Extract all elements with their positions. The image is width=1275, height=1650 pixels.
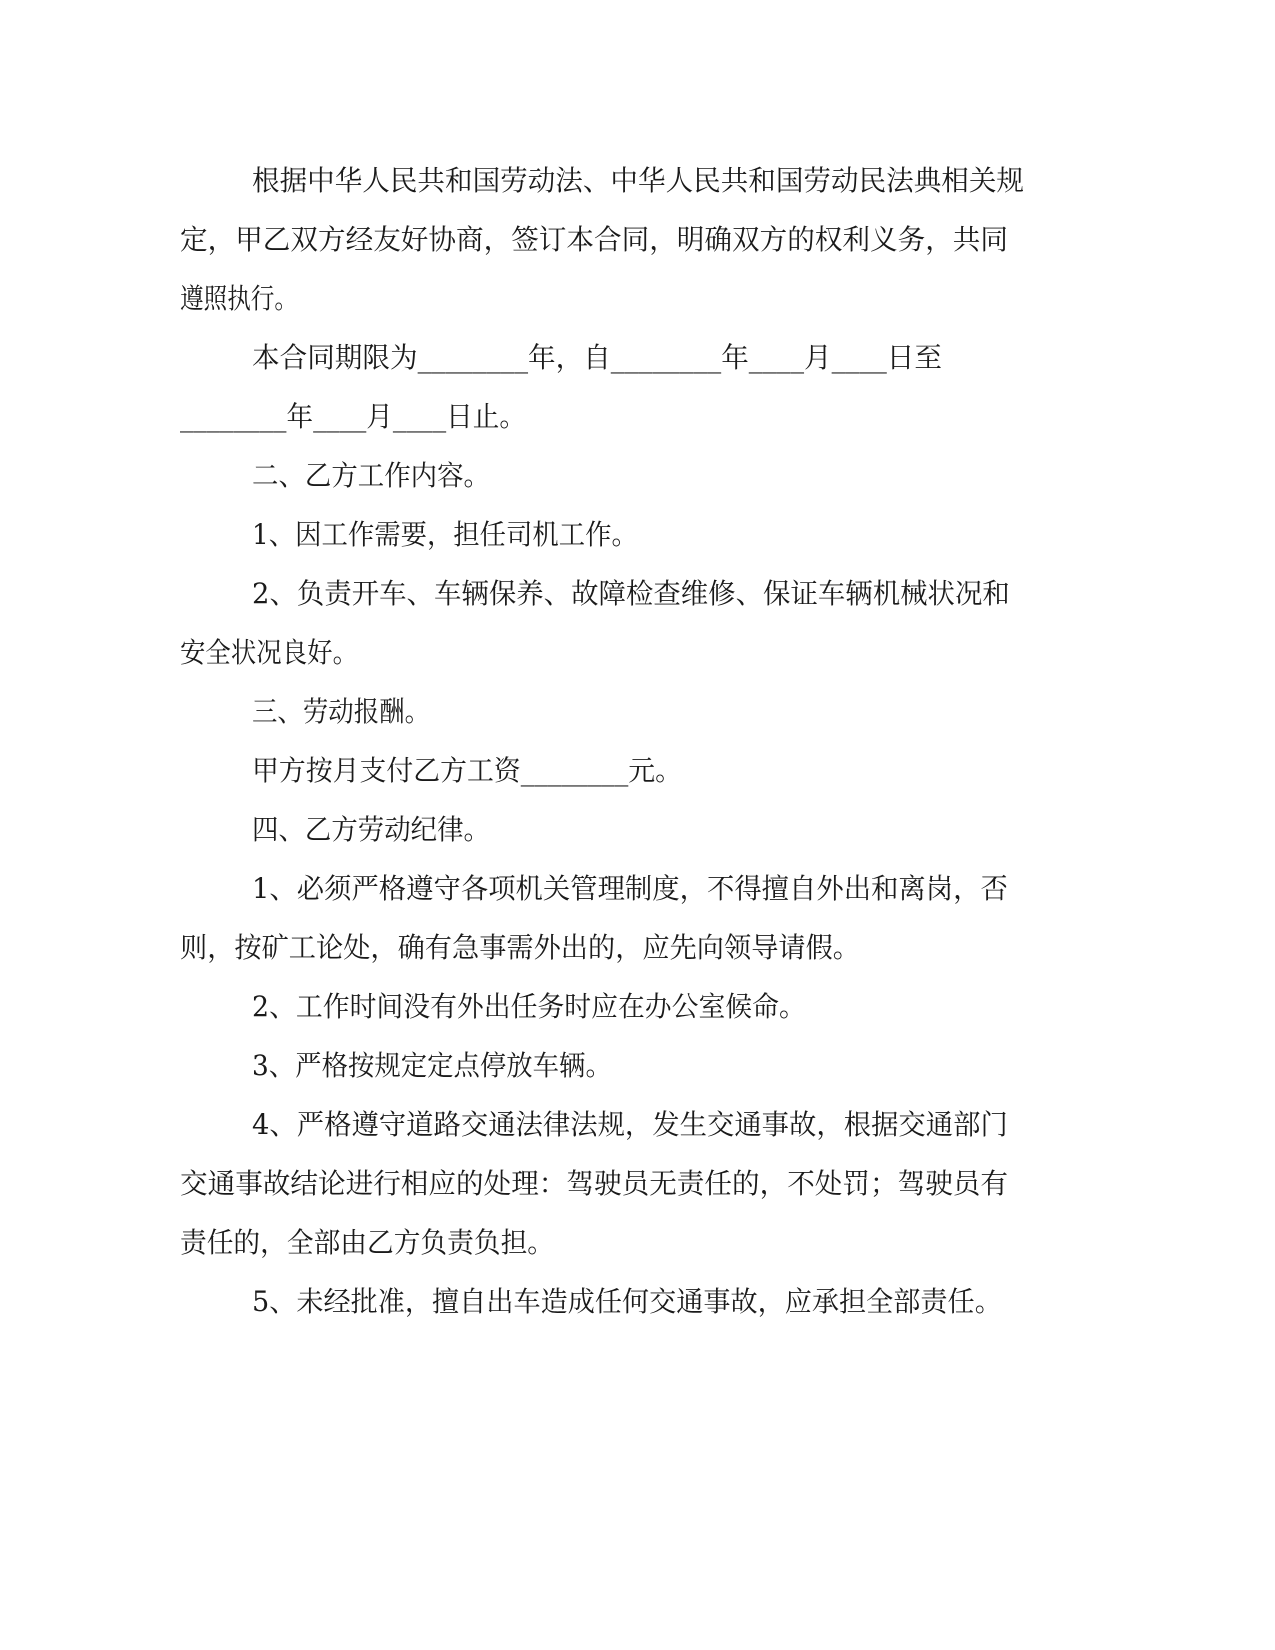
paragraph-line: 5、未经批准，擅自出车造成任何交通事故，应承担全部责任。: [252, 1285, 1002, 1318]
paragraph-line: 安全状况良好。: [180, 636, 359, 669]
paragraph-line: 4、严格遵守道路交通法律法规，发生交通事故，根据交通部门: [252, 1108, 1008, 1141]
paragraph-line: ________年____月____日止。: [180, 400, 527, 433]
paragraph-line: 本合同期限为________年，自________年____月____日至: [252, 341, 943, 374]
paragraph-heading: 三、劳动报酬。: [252, 695, 431, 728]
paragraph-line: 交通事故结论进行相应的处理：驾驶员无责任的，不处罚；驾驶员有: [180, 1167, 1009, 1200]
paragraph-line: 1、必须严格遵守各项机关管理制度，不得擅自外出和离岗，否: [252, 872, 1008, 905]
paragraph-line: 根据中华人民共和国劳动法、中华人民共和国劳动民法典相关规: [252, 164, 1025, 197]
paragraph-heading: 四、乙方劳动纪律。: [252, 813, 491, 846]
paragraph-line: 遵照执行。: [180, 282, 299, 315]
paragraph-line: 3、严格按规定定点停放车辆。: [252, 1049, 612, 1082]
paragraph-line: 2、负责开车、车辆保养、故障检查维修、保证车辆机械状况和: [252, 577, 1010, 610]
paragraph-line: 定，甲乙双方经友好协商，签订本合同，明确双方的权利义务，共同: [180, 223, 1009, 256]
paragraph-line: 则，按矿工论处，确有急事需外出的，应先向领导请假。: [180, 931, 861, 964]
paragraph-line: 甲方按月支付乙方工资________元。: [252, 754, 683, 787]
paragraph-heading: 二、乙方工作内容。: [252, 459, 491, 492]
paragraph-line: 责任的，全部由乙方负责负担。: [180, 1226, 555, 1259]
paragraph-line: 1、因工作需要，担任司机工作。: [252, 518, 638, 551]
paragraph-line: 2、工作时间没有外出任务时应在办公室候命。: [252, 990, 806, 1023]
